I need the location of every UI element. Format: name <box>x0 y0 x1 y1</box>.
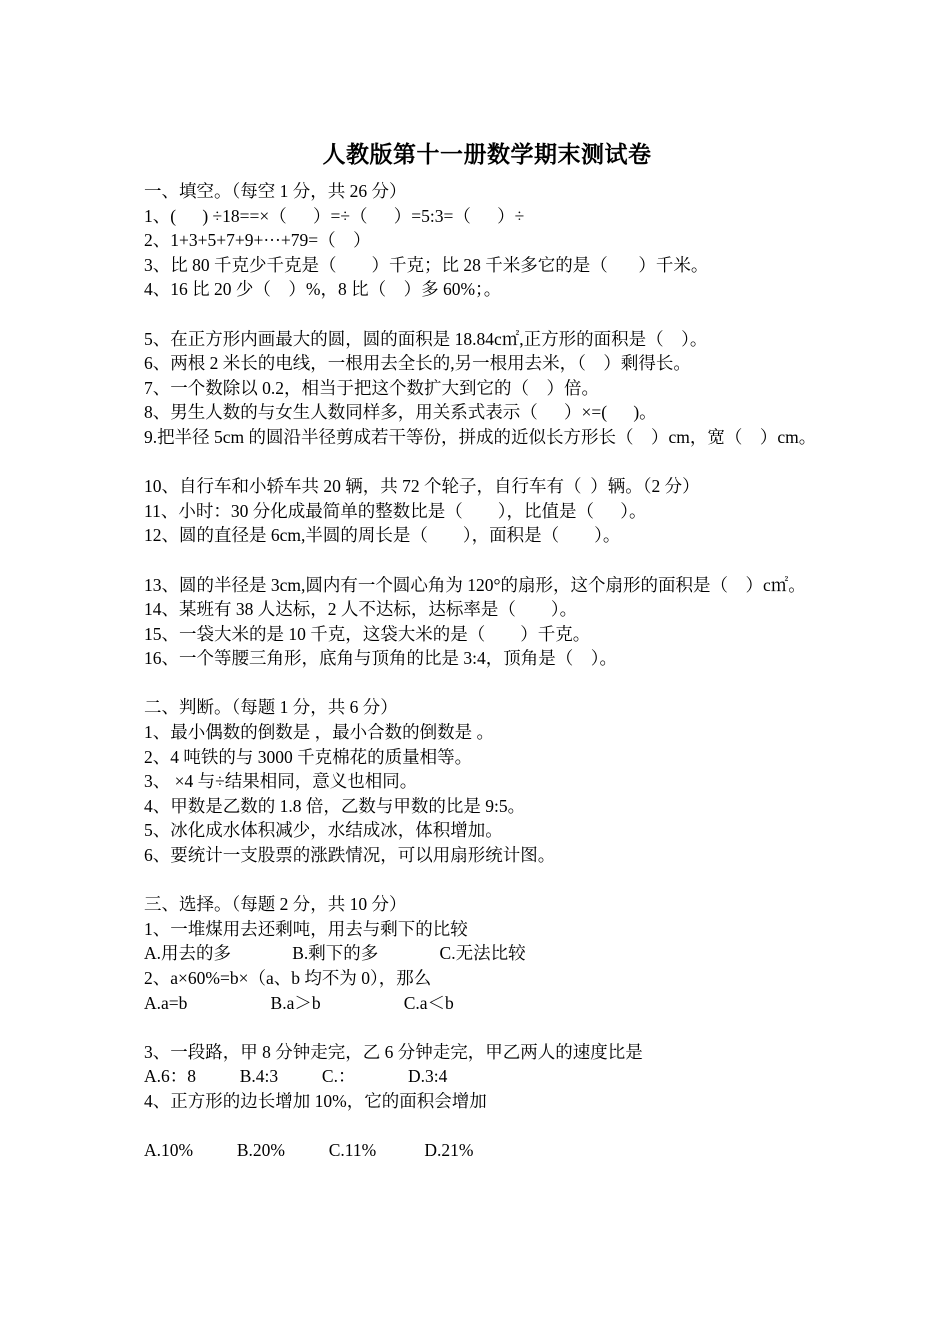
question-item: 11、小时：30 分化成最简单的整数比是（ ），比值是（ ）。 <box>144 500 647 521</box>
section-heading: 一、填空。（每空 1 分，共 26 分） <box>144 181 407 201</box>
answer-options: A.a=b B.a＞b C.a＜b <box>144 992 454 1013</box>
question-item: 16、一个等腰三角形，底角与顶角的比是 3:4，顶角是（ ）。 <box>144 648 617 669</box>
answer-options: A.10% B.20% C.11% D.21% <box>144 1140 474 1161</box>
question-item: 15、一袋大米的是 10 千克，这袋大米的是（ ）千克。 <box>144 623 591 644</box>
spacer <box>144 868 840 893</box>
question-item: 8、男生人数的与女生人数同样多，用关系式表示（ ）×=( )。 <box>144 402 657 423</box>
section-fill-in <box>144 179 840 671</box>
question-item: 4、甲数是乙数的 1.8 倍，乙数与甲数的比是 9:5。 <box>144 795 526 816</box>
question-item: 13、圆的半径是 3cm,圆内有一个圆心角为 120°的扇形，这个扇形的面积是（ ）c㎡。 <box>144 574 806 595</box>
section-heading: 二、判断。（每题 1 分，共 6 分） <box>144 697 398 718</box>
page-title: 人教版第十一册数学期末测试卷 <box>322 142 652 167</box>
spacer <box>144 671 840 696</box>
question-stem: 3、一段路，甲 8 分钟走完，乙 6 分钟走完，甲乙两人的速度比是 <box>144 1041 643 1062</box>
question-item: 10、自行车和小轿车共 20 辆，共 72 个轮子，自行车有（ ）辆。（2 分） <box>144 476 700 497</box>
question-item: 6、要统计一支股票的涨跌情况，可以用扇形统计图。 <box>144 845 556 866</box>
section-multiple-choice <box>144 892 840 1163</box>
question-item: 1、( ) ÷18==×（ ）=÷（ ）=5:3=（ ）÷ <box>144 205 525 226</box>
question-item: 3、比 80 千克少千克是（ ）千克；比 28 千米多它的是（ ）千米。 <box>144 254 709 275</box>
question-item: 5、冰化成水体积减少，水结成冰，体积增加。 <box>144 820 503 841</box>
question-stem: 4、正方形的边长增加 10%，它的面积会增加 <box>144 1090 487 1111</box>
question-item: 7、一个数除以 0.2，相当于把这个数扩大到它的（ ）倍。 <box>144 377 599 398</box>
question-item: 6、两根 2 米长的电线，一根用去全长的,另一根用去米，（ ）剩得长。 <box>144 353 691 374</box>
spacer <box>144 548 840 573</box>
section-heading: 三、选择。（每题 2 分，共 10 分） <box>144 894 407 915</box>
answer-options: A.6：8 B.4:3 C.： D.3:4 <box>144 1066 448 1087</box>
section-true-false <box>144 695 840 867</box>
spacer <box>144 1114 840 1139</box>
question-stem: 2、a×60%=b×（a、b 均不为 0），那么 <box>144 968 432 988</box>
question-item: 12、圆的直径是 6cm,半圆的周长是（ ），面积是（ ）。 <box>144 525 621 546</box>
question-item: 9.把半径 5cm 的圆沿半径剪成若干等份，拼成的近似长方形长（ ）cm，宽（ ）cm。 <box>144 426 817 447</box>
question-stem: 1、一堆煤用去还剩吨，用去与剩下的比较 <box>144 918 468 939</box>
question-item: 2、4 吨铁的与 3000 千克棉花的质量相等。 <box>144 746 473 767</box>
question-item: 14、某班有 38 人达标，2 人不达标，达标率是（ ）。 <box>144 599 578 620</box>
question-item: 3、 ×4 与÷结果相同，意义也相同。 <box>144 771 418 792</box>
question-item: 4、16 比 20 少（ ）%，8 比（ ）多 60%；。 <box>144 279 502 300</box>
answer-options: A.用去的多 B.剩下的多 C.无法比较 <box>144 943 526 964</box>
spacer <box>144 1015 840 1040</box>
question-item: 1、最小偶数的倒数是 ，最小合数的倒数是 。 <box>144 722 494 743</box>
question-item: 2、1+3+5+7+9+···+79=（ ） <box>144 230 371 251</box>
question-item: 5、在正方形内画最大的圆，圆的面积是 18.84c㎡,正方形的面积是（ ）。 <box>144 328 708 349</box>
spacer <box>144 450 840 475</box>
spacer <box>144 302 840 327</box>
